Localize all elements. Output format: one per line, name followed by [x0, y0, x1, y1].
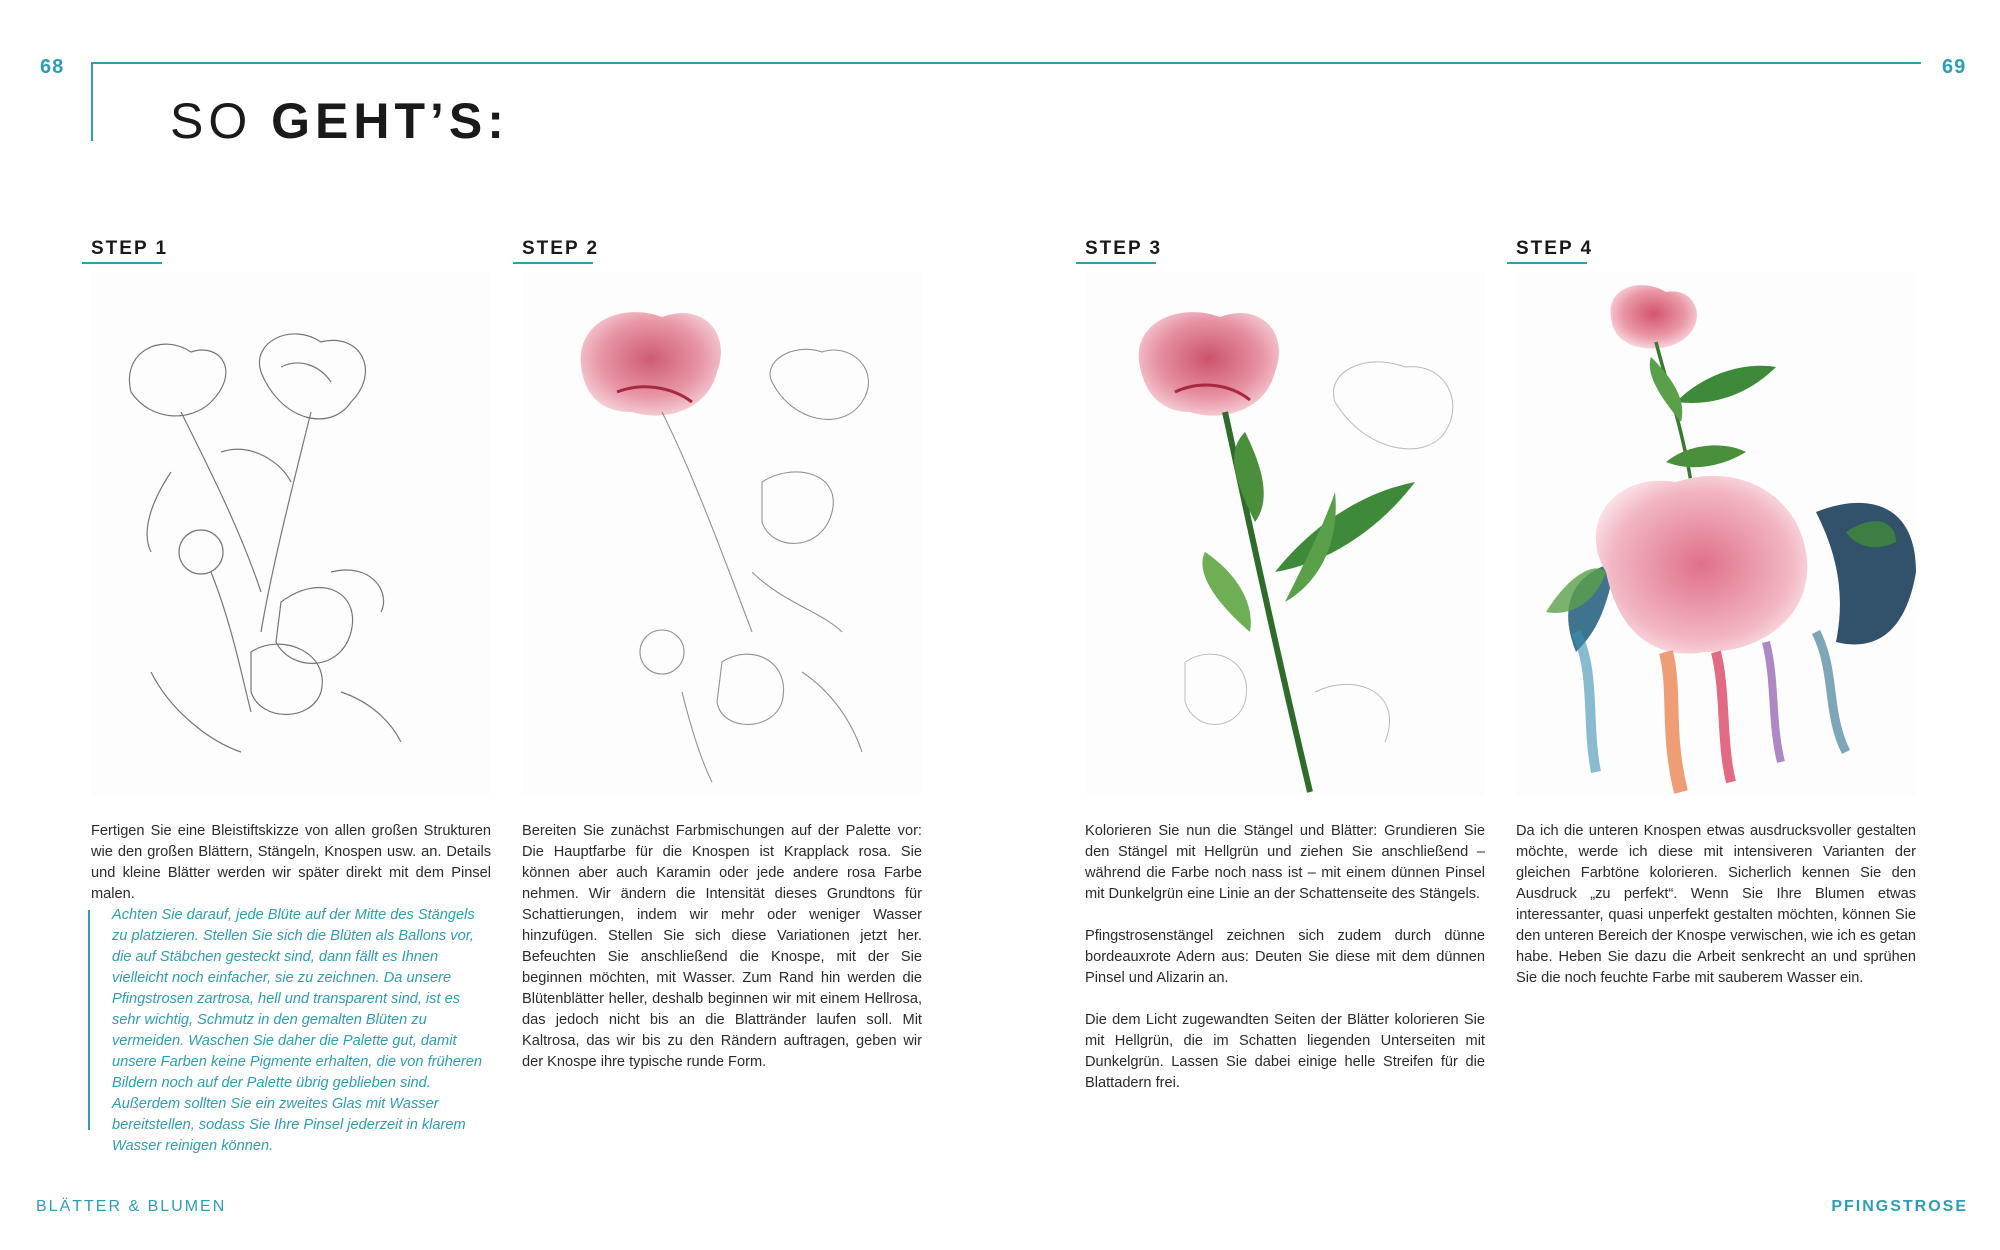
step-2-image [522, 272, 922, 796]
step-1-underline [82, 262, 162, 264]
step-4-text [1516, 821, 1916, 1010]
step-2-label: STEP 2 [522, 238, 600, 259]
step-4-underline [1507, 262, 1587, 264]
step-2-paragraph: Bereiten Sie zunächst Farbmischungen auf der Palette vor: Die Hauptfarbe für die Knospen ist Krapplack rosa. Sie können aber auch Karamin oder jede andere rosa Farbe nehmen. Wir ändern die Intensität dieses Grundtons für Schattierungen, indem wir mehr oder weniger Wasser hinzufügen. Stellen Sie sich diese Variationen jetzt her. Befeuchten Sie anschließend die Knospe, mit der Sie beginnen möchten, mit Wasser. Zum Rand hin werden die Blütenblätter heller, deshalb beginnen wir mit einem Hellrosa, das jedoch nicht bis an die Blattränder laufen soll. Mit Kaltrosa, das wir bis zu den Rändern auftragen, geben wir der Knospe ihre typische runde Form. [522, 823, 922, 1070]
title-bold: GEHT’S: [271, 93, 509, 149]
step-1-image [91, 272, 491, 796]
step-3-paragraph-2: Pfingstrosenstängel zeichnen sich zudem durch dünne bordeauxrote Adern aus: Deuten Sie diese mit dem dünnen Pinsel und Alizarin an. [1085, 928, 1485, 986]
step-1-note: Achten Sie darauf, jede Blüte auf der Mitte des Stängels zu platzieren. Stellen Sie sich die Blüten als Ballons vor, die auf Stäbchen gesteckt sind, dann fällt es Ihnen vielleicht noch einfacher, sie zu zeichnen. Da unsere Pfingstrosen zartrosa, hell und transparent sind, ist es sehr wichtig, Schmutz in den gemalten Blüten zu vermeiden. Waschen Sie daher die Palette gut, damit unsere Farben keine Pigmente erhalten, die von früheren Bildern noch auf der Palette übrig geblieben sind. Außerdem sollten Sie ein zweites Glas mit Wasser bereitstellen, sodass Sie Ihre Pinsel jederzeit in klarem Wasser reinigen können. [112, 907, 482, 1154]
step-3-text [1085, 821, 1485, 1115]
page-number-left: 68 [40, 56, 65, 78]
step-3-paragraph-1: Kolorieren Sie nun die Stängel und Blätter: Grundieren Sie den Stängel mit Hellgrün und ziehen Sie anschließend – während die Farbe noch nass ist – mit einem dünnen Pinsel mit Dunkelgrün eine Linie an der Schattenseite des Stängels. [1085, 823, 1485, 902]
frame-left-rule [91, 62, 93, 141]
footer-section-title: BLÄTTER & BLUMEN [36, 1198, 227, 1215]
step-3-paragraph-3: Die dem Licht zugewandten Seiten der Blätter kolorieren Sie mit Hellgrün, die im Schatten liegenden Unterseiten mit Dunkelgrün. Lassen Sie dabei einige helle Streifen für die Blattadern frei. [1085, 1012, 1485, 1091]
note-rule [88, 910, 90, 1130]
title-light: SO [170, 93, 272, 149]
step-4-image [1516, 272, 1916, 796]
footer-chapter-title: PFINGSTROSE [1831, 1198, 1968, 1215]
step-3-label: STEP 3 [1085, 238, 1163, 259]
step-2-underline [513, 262, 593, 264]
step-2-text [522, 821, 922, 1094]
step-4-label: STEP 4 [1516, 238, 1594, 259]
page-number-right: 69 [1942, 56, 1967, 78]
step-4-paragraph: Da ich die unteren Knospen etwas ausdrucksvoller gestalten möchte, werde ich diese mit intensiveren Varianten der gleichen Farbtöne kolorieren. Sicherlich kennen Sie den Ausdruck „zu perfekt“. Wenn Sie Ihre Blumen etwas interessanter, quasi unperfekt gestalten möchten, können Sie den unteren Bereich der Knospe verwischen, wie ich es getan habe. Heben Sie dazu die Arbeit senkrecht an und sprühen Sie die noch feuchte Farbe mit sauberem Wasser ein. [1516, 823, 1916, 986]
step-3-image [1085, 272, 1485, 796]
frame-top-rule [91, 62, 1921, 64]
step-3-underline [1076, 262, 1156, 264]
step-1-paragraph: Fertigen Sie eine Bleistiftskizze von allen großen Strukturen wie den großen Blättern, Stängeln, Knospen usw. an. Details und kleine Blätter werden wir später direkt mit dem Pinsel malen. [91, 823, 491, 902]
page-title [170, 92, 509, 150]
step-1-label: STEP 1 [91, 238, 169, 259]
